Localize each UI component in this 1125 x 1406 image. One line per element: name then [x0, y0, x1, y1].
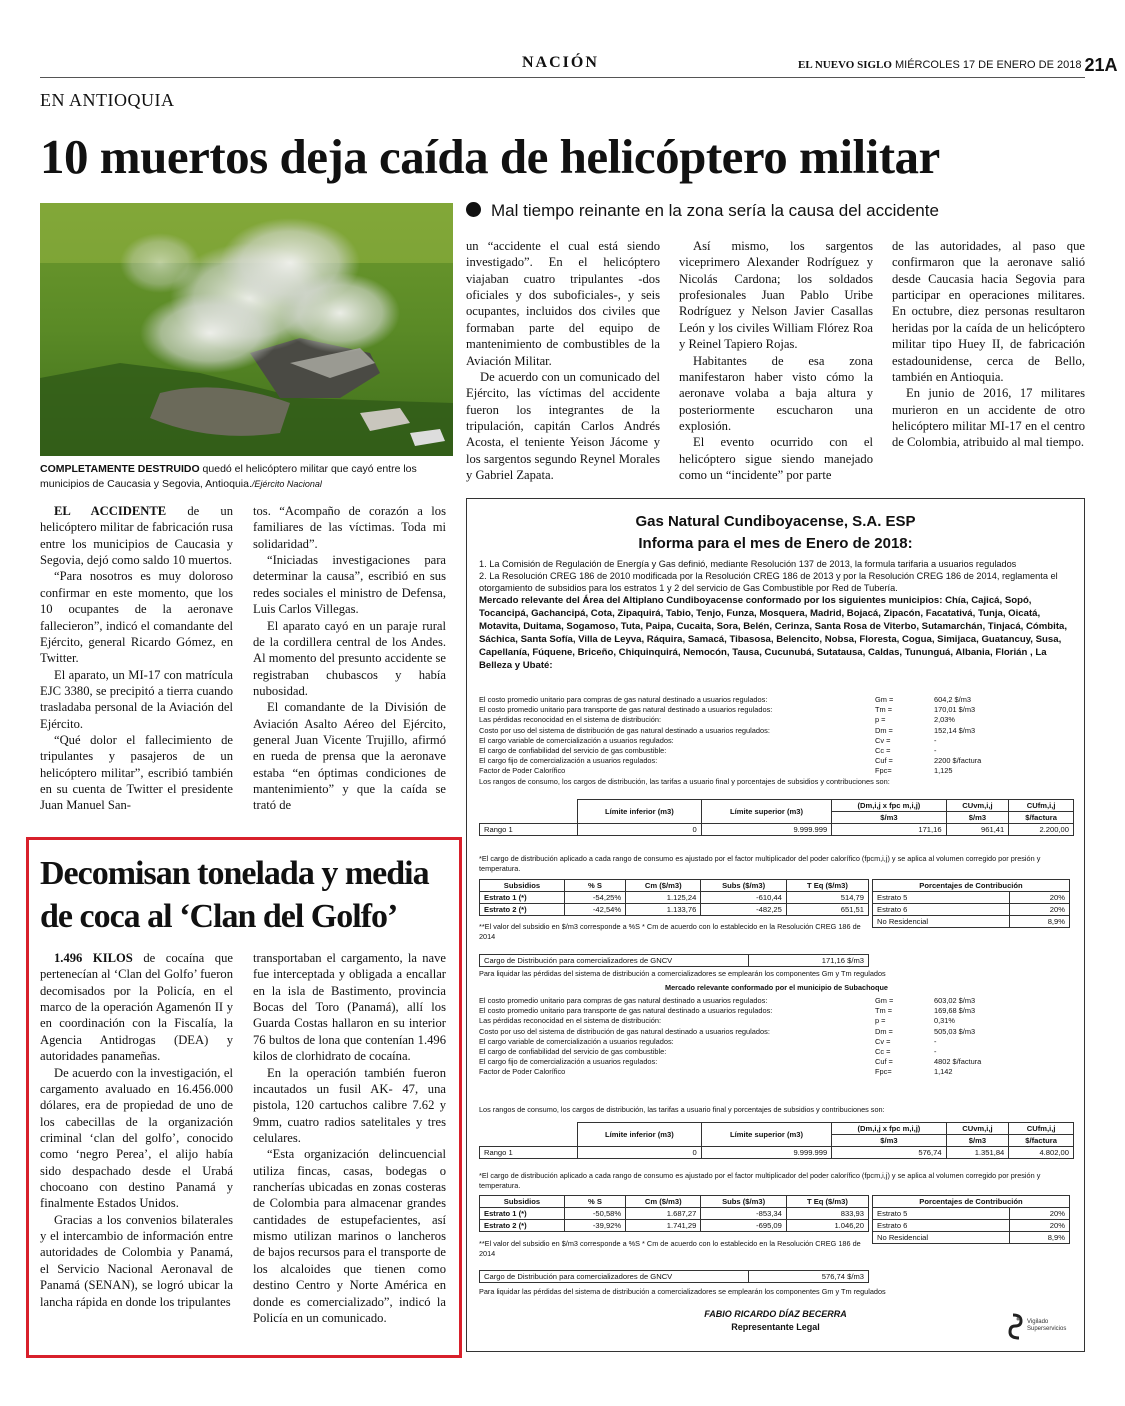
table-cell: 0 [578, 824, 702, 836]
table-cell [480, 1123, 578, 1147]
param-row [479, 715, 1074, 725]
notice-point-1: 1. La Comisión de Regulación de Energía y Gas definió, mediante Resolución 137 de 2013, la formula tarifaria a usuarios regulados [479, 559, 1017, 569]
table-cell: -853,34 [701, 1208, 787, 1220]
param-value: 505,03 $/m3 [934, 1026, 976, 1036]
market2-params [479, 996, 1074, 1078]
param-value: 170,01 $/m3 [934, 705, 976, 715]
paragraph: Gracias a los convenios bilaterales y el intercambio de información entre autoridades de Colombia y Panamá, el Servicio Nacional Aeronaval de Panamá (SENAN), se logró ubicar la lancha rápida en donde los tripulantes [40, 1212, 233, 1309]
market2-subsidy-table [479, 1195, 869, 1232]
caption-text: quedó el helicóptero militar que cayó entre los municipios de Caucasia y Segovia, Antioquia. [40, 463, 417, 491]
param-symbol: p = [875, 1016, 886, 1026]
table-row [480, 800, 1074, 812]
table-header: Límite inferior (m3) [578, 800, 702, 824]
param-symbol: Cv = [875, 1036, 891, 1046]
table-header: Subs ($/m3) [701, 1196, 787, 1208]
gas-tariff-notice [466, 498, 1085, 1352]
param-row [479, 766, 1074, 776]
table-header: Límite inferior (m3) [578, 1123, 702, 1147]
notice-point-2: 2. La Resolución CREG 186 de 2010 modificada por la Resolución CREG 186 de 2013 y por la Resolución CREG 186 de 2014, reglamenta el otorgamiento de subsidios para los estratos 1 y 2 del servicio de Gas Combustible por Red de Tubería. [479, 571, 1058, 593]
market1-range-table [479, 799, 1074, 836]
table-cell: -42,54% [564, 904, 625, 916]
paragraph: “Para nosotros es muy doloroso confirmar en este momento, que los 10 ocupantes de la aeronave fallecieron”, indicó el comandante del Ejército, general Ricardo Gómez, en Twitter. [40, 569, 233, 666]
table-cell: No Residencial [873, 916, 1010, 928]
story-kicker: EN ANTIOQUIA [40, 90, 175, 110]
issue-date: MIÉRCOLES 17 DE ENERO DE 2018 [894, 59, 1082, 71]
paragraph: de las autoridades, al paso que confirmaron que la aeronave salió desde Caucasia hacia Segovia para participar en operaciones militares. En octubre, diez personas resultaron heridas por la caída de un helicóptero militar tipo Huey II, de fabricación estadounidense, cerca de Bello, también en Antioquia. [892, 239, 1085, 384]
paper-name: EL NUEVO SIGLO [798, 59, 892, 71]
story1-column-5 [892, 238, 1085, 451]
param-row [479, 1047, 1074, 1057]
param-value: - [934, 1046, 937, 1056]
table-cell: 1.046,20 [786, 1220, 868, 1232]
table-header: $/factura [1009, 1135, 1074, 1147]
table-header: Porcentajes de Contribución [873, 880, 1070, 892]
param-label: El costo promedio unitario para compras de gas natural destinado a usuarios regulados: [479, 695, 768, 704]
param-label: El cargo variable de comercialización a usuarios regulados: [479, 1036, 674, 1046]
table-header: % S [564, 1196, 625, 1208]
subsidy-note: **El valor del subsidio en $/m3 corresponde a %S * Cm de acuerdo con lo establecido en la Resolución CREG 186 de 2014 [479, 922, 861, 941]
paragraph: “Esta organización delincuencial utiliza fincas, casas, bodegas o rancherías ubicadas en zonas costeras de Colombia para almacenar grandes cantidades de estupefacientes, así mismo utilizan marinos o lancheros de bajos recursos para el transporte de los alcaloides que tienen como destino Centro y Norte América en donde es comercializado”, indicó la Policía en un comunicado. [253, 1147, 446, 1325]
lead-words: 1.496 KILOS [54, 951, 133, 965]
table-cell: 961,41 [946, 824, 1009, 836]
distribution-note: *El cargo de distribución aplicado a cada rango de consumo es ajustado por el factor multiplicador del poder calorífico (fpcm,i,j) y se aplica al volumen corregido por presión y temperatura. [479, 854, 1041, 873]
param-row [479, 1006, 1074, 1016]
paragraph: De acuerdo con un comunicado del Ejército, las víctimas del accidente fueron los integrantes de la tripulación, capitán Carlos Andrés Acosta, el teniente Yeison Jácome y los sargentos segundo Reynel Morales y Gabriel Zapata. [466, 369, 660, 483]
table-cell: 1.133,76 [626, 904, 701, 916]
table-cell: 576,74 [832, 1147, 946, 1159]
story2-column-2 [253, 950, 446, 1326]
table-cell: No Residencial [873, 1232, 1010, 1244]
param-label: Costo por uso del sistema de distribución de gas natural destinado a usuarios regulados: [479, 725, 770, 735]
table-header: T Eq ($/m3) [786, 880, 868, 892]
header-rule [40, 77, 1085, 78]
table-row [480, 1123, 1074, 1135]
subhead-text: Mal tiempo reinante en la zona sería la causa del accidente [491, 201, 939, 220]
page-info [798, 55, 1118, 76]
table-cell: 20% [1009, 1208, 1069, 1220]
table-header: Cm ($/m3) [626, 880, 701, 892]
param-label: El cargo fijo de comercialización a usuarios regulados: [479, 756, 658, 766]
paragraph: tos. “Acompaño de corazón a los familiares de las víctimas. Toda mi solidaridad”. [253, 504, 446, 551]
market2-range-table [479, 1122, 1074, 1159]
param-row [479, 1027, 1074, 1037]
notice-company: Gas Natural Cundiboyacense, S.A. ESP [635, 513, 916, 530]
param-label: Las pérdidas reconocidad en el sistema de distribución: [479, 715, 661, 725]
table-row [480, 1147, 1074, 1159]
table-header: CUfm,i,j [1009, 1123, 1074, 1135]
superservicios-logo [1007, 1311, 1077, 1341]
paragraph: Habitantes de esa zona manifestaron haber visto cómo la aeronave volaba a baja altura y posteriormente escucharon una explosión. [679, 353, 873, 433]
signatory-role: Representante Legal [731, 1322, 820, 1332]
table-cell: Estrato 6 [873, 904, 1010, 916]
table-cell: 9.999.999 [701, 1147, 831, 1159]
table-row [480, 1196, 869, 1208]
paragraph [40, 950, 233, 1065]
table-cell: 1.351,84 [946, 1147, 1009, 1159]
table-cell: Estrato 6 [873, 1220, 1010, 1232]
ranges-text: Los rangos de consumo, los cargos de distribución, las tarifas a usuario final y porcentajes de subsidios y contribuciones son: [479, 776, 890, 786]
table-header: $/m3 [946, 1135, 1009, 1147]
section-name: NACIÓN [522, 54, 599, 71]
market1-gncv-table [479, 954, 869, 967]
table-row [480, 880, 869, 892]
table-cell: 833,93 [786, 1208, 868, 1220]
table-header: $/factura [1009, 812, 1074, 824]
paragraph: El aparato, un MI-17 con matrícula EJC 3380, se precipitó a tierra cuando trasladaba personal de la Aviación del Ejército. [40, 667, 233, 731]
param-label: El cargo fijo de comercialización a usuarios regulados: [479, 1057, 658, 1067]
table-header: Límite superior (m3) [701, 800, 831, 824]
table-cell: 1.741,29 [626, 1220, 701, 1232]
table-cell: 4.802,00 [1009, 1147, 1074, 1159]
paragraph: Así mismo, los sargentos viceprimero Alexander Rodríguez y Nicolás Cardona; los soldados profesionales Juan Pablo Uribe Rodríguez y Nelson Javier Casallas León y los civiles William Flórez Roa y Reinel Tapiero Rojas. [679, 239, 873, 352]
paragraph: En la operación también fueron incautados un fusil AK- 47, una pistola, 120 cartuchos calibre 7.62 y 9mm, cuatro radios satelitales y tres celulares. [253, 1065, 446, 1145]
notice-title: Informa para el mes de Enero de 2018: [638, 535, 913, 552]
table-cell: -695,09 [701, 1220, 787, 1232]
table-row [873, 1208, 1070, 1220]
story1-column-2 [253, 503, 446, 814]
table-cell: 1.687,27 [626, 1208, 701, 1220]
crash-photo [40, 203, 453, 456]
table-cell: 2.200,00 [1009, 824, 1074, 836]
param-label: El costo promedio unitario para transporte de gas natural destinado a usuarios regulados: [479, 1006, 773, 1016]
table-row [480, 1220, 869, 1232]
table-cell: 651,51 [786, 904, 868, 916]
param-row [479, 695, 1074, 705]
table-cell: 0 [578, 1147, 702, 1159]
table-cell: Estrato 5 [873, 892, 1010, 904]
market2-title: Mercado relevante conformado por el municipio de Subachoque [664, 983, 888, 992]
param-label: Las pérdidas reconocidad en el sistema de distribución: [479, 1016, 661, 1026]
table-header: % S [564, 880, 625, 892]
table-row [873, 1196, 1070, 1208]
param-row [479, 746, 1074, 756]
loss-note: Para liquidar las pérdidas del sistema de distribución a comercializadores se emplearán los componentes Gm y Tm regulados [479, 1287, 886, 1296]
paragraph: El aparato cayó en un paraje rural de la cordillera central de los Andes. Al momento del presunto accidente se registraban chubascos y había nubosidad. [253, 618, 446, 698]
param-row [479, 705, 1074, 715]
lead-words: EL ACCIDENTE [54, 504, 167, 518]
param-row [479, 726, 1074, 736]
table-cell: Cargo de Distribución para comercializadores de GNCV [480, 955, 749, 967]
paragraph: En junio de 2016, 17 militares murieron en un accidente de otro helicóptero militar MI-17 en el centro de Colombia, atribuido al mal tiempo. [892, 386, 1085, 450]
table-cell: -54,25% [564, 892, 625, 904]
paragraph: De acuerdo con la investigación, el cargamento avaluado en 16.456.000 dólares, era de propiedad de uno de los cabecillas de la organización criminal ‘clan del golfo’, conocido como ‘negro Perea’, el alijo había sido despachado desde el Urabá chocoano con destino Panamá y finalmente Estados Unidos. [40, 1065, 233, 1211]
param-row [479, 1057, 1074, 1067]
param-value: 1,125 [934, 766, 953, 776]
table-cell: 20% [1009, 892, 1069, 904]
table-cell: -50,58% [564, 1208, 625, 1220]
param-symbol: Cv = [875, 735, 891, 745]
subsidy-note: **El valor del subsidio en $/m3 corresponde a %S * Cm de acuerdo con lo establecido en la Resolución CREG 186 de 2014 [479, 1239, 861, 1258]
table-cell: 9.999.999 [701, 824, 831, 836]
paragraph: “Qué dolor el fallecimiento de tripulantes y pasajeros de un helicóptero militar”, escribió también en su cuenta de Twitter el presidente Juan Manuel San- [40, 733, 233, 813]
page-number: 21A [1084, 55, 1118, 75]
param-label: Factor de Poder Calorífico [479, 1067, 566, 1077]
param-value: 152,14 $/m3 [934, 725, 976, 735]
param-symbol: Fpc= [875, 766, 892, 776]
param-label: El costo promedio unitario para transporte de gas natural destinado a usuarios regulados: [479, 705, 773, 715]
caption-lead: COMPLETAMENTE DESTRUIDO [40, 463, 200, 475]
table-row [873, 880, 1070, 892]
market1-contribution-table [872, 879, 1070, 928]
table-cell [480, 800, 578, 824]
param-value: 603,02 $/m3 [934, 996, 976, 1005]
table-cell: Cargo de Distribución para comercializadores de GNCV [480, 1271, 749, 1283]
logo-text: Vigilado Superservicios [1027, 1319, 1067, 1332]
market2-contribution-table [872, 1195, 1070, 1244]
table-row [480, 1271, 869, 1283]
param-label: El cargo variable de comercialización a usuarios regulados: [479, 735, 674, 745]
param-value: 2200 $/factura [934, 756, 982, 766]
table-cell: 20% [1009, 1220, 1069, 1232]
table-header: (Dm,i,j x fpc m,i,j) [832, 800, 946, 812]
photo-caption [40, 462, 453, 492]
table-row [480, 892, 869, 904]
signatory-name: FABIO RICARDO DÍAZ BECERRA [704, 1309, 847, 1319]
param-label: El costo promedio unitario para compras de gas natural destinado a usuarios regulados: [479, 996, 768, 1005]
param-row [479, 1067, 1074, 1077]
param-value: - [934, 745, 937, 755]
market-municipalities: Mercado relevante del Área del Altiplano Cundiboyacense conformado por los siguientes municipios: Chía, Cajicá, Sopó, Tocancipá, Gachancipá, Cota, Zipaquirá, Tabio, Tenjo, Funza, Mosquera, Madrid, Bojacá, Zipacón, Facatativá, Tunja, Oicatá, Motavita, Duitama, Sogamoso, Tuta, Paipa, Cucaita, Sora, Belén, Cerinza, Santa Rosa de Viterbo, Sutamarchán, Tinjacá, Cómbita, Sáchica, Santa Sofía, Villa de Leyva, Ráquira, Samacá, Tibasosa, Belencito, Nobsa, Floresta, Cogua, Simijaca, Guatancuy, Susa, Capellanía, Fúquene, Briceño, Chiquinquirá, Nemocón, Tausa, Cucunubá, Sutatausa, Caldas, Tununguá, Albania, Florián , La Belleza y Ubaté: [479, 595, 1068, 671]
param-symbol: Cc = [875, 1046, 891, 1056]
table-row [873, 1220, 1070, 1232]
table-cell: 514,79 [786, 892, 868, 904]
table-header: CUvm,i,j [946, 1123, 1009, 1135]
table-cell: Estrato 1 (*) [480, 892, 565, 904]
param-row [479, 996, 1074, 1006]
paragraph [40, 503, 233, 568]
table-cell: Rango 1 [480, 824, 578, 836]
table-cell: Estrato 1 (*) [480, 1208, 565, 1220]
story2-column-1 [40, 950, 233, 1310]
param-value: 604,2 $/m3 [934, 695, 971, 704]
param-symbol: Cc = [875, 745, 891, 755]
paragraph: transportaban el cargamento, la nave fue interceptada y obligada a encallar en la isla de Bastimento, provincia Bocas del Toro (Panamá), allí los Guarda Costas hallaron en su interior 76 bultos de lona que contenían 1.496 kilos de clorhidrato de cocaína. [253, 951, 446, 1064]
market1-params [479, 695, 1074, 787]
table-row [873, 1232, 1070, 1244]
table-header: Subsidios [480, 880, 565, 892]
param-symbol: Fpc= [875, 1067, 892, 1077]
story-headline: 10 muertos deja caída de helicóptero militar [40, 129, 940, 184]
param-symbol: Gm = [875, 996, 894, 1005]
param-symbol: Gm = [875, 695, 894, 704]
story2-headline: Decomisan tonelada y media de coca al ‘Clan del Golfo’ [40, 855, 429, 936]
param-label: El cargo de confiabilidad del servicio de gas combustible: [479, 1046, 667, 1056]
param-row [479, 756, 1074, 766]
story1-column-1 [40, 503, 233, 814]
table-cell: Estrato 2 (*) [480, 1220, 565, 1232]
ranges-text: Los rangos de consumo, los cargos de distribución, las tarifas a usuario final y porcentajes de subsidios y contribuciones son: [479, 1105, 885, 1114]
table-cell: Estrato 2 (*) [480, 904, 565, 916]
paragraph: “Iniciadas investigaciones para determinar la causa”, escribió en sus redes sociales el ministro de Defensa, Luis Carlos Villegas. [253, 553, 446, 617]
distribution-note: *El cargo de distribución aplicado a cada rango de consumo es ajustado por el factor multiplicador del poder calorífico (fpcm,i,j) y se aplica al volumen corregido por presión y temperatura. [479, 1171, 1041, 1190]
table-header: (Dm,i,j x fpc m,i,j) [832, 1123, 946, 1135]
param-row [479, 736, 1074, 746]
table-header: $/m3 [832, 1135, 946, 1147]
table-cell: 20% [1009, 904, 1069, 916]
param-value: 4802 $/factura [934, 1057, 982, 1067]
story1-column-3 [466, 238, 660, 483]
param-value: 1,142 [934, 1067, 953, 1077]
param-label: Costo por uso del sistema de distribución de gas natural destinado a usuarios regulados: [479, 1026, 770, 1036]
param-row [479, 1037, 1074, 1047]
table-row [873, 904, 1070, 916]
param-value: 0,31% [934, 1016, 955, 1026]
caption-credit: /Ejército Nacional [251, 479, 322, 490]
table-header: Límite superior (m3) [701, 1123, 831, 1147]
table-header: Subsidios [480, 1196, 565, 1208]
loss-note: Para liquidar las pérdidas del sistema de distribución a comercializadores se emplearán los componentes Gm y Tm regulados [479, 969, 886, 978]
table-header: Porcentajes de Contribución [873, 1196, 1070, 1208]
paragraph: un “accidente el cual está siendo investigado”. En el helicóptero viajaban cuatro tripulantes -dos oficiales y dos suboficiales-, y seis ocupantes, incluidos dos civiles que formaban parte del equipo de mantenimiento de combustibles de la Aviación Militar. [466, 239, 660, 368]
table-cell: 8,9% [1009, 1232, 1069, 1244]
table-header: CUfm,i,j [1009, 800, 1074, 812]
paragraph-text: de cocaína que pertenecían al ‘Clan del Golfo’ fueron decomisados por la Policía, en el marco de la operación Agamenón II y en coordinación con la Fiscalía, la Agencia Antidrogas (DEA) y autoridades panameñas. [40, 951, 233, 1064]
market1-subsidy-table [479, 879, 869, 916]
table-row [480, 1208, 869, 1220]
table-cell: -39,92% [564, 1220, 625, 1232]
table-header: T Eq ($/m3) [786, 1196, 868, 1208]
table-header: CUvm,i,j [946, 800, 1009, 812]
market2-gncv-table [479, 1270, 869, 1283]
param-value: - [934, 1036, 937, 1046]
table-row [480, 955, 869, 967]
story-subhead [466, 201, 939, 221]
paragraph: El comandante de la División de Aviación Asalto Aéreo del Ejército, general Juan Vicente Trujillo, afirmó en rueda de prensa que la aeronave estaba “en óptimas condiciones de mantenimiento” y que la caída se trató de [253, 700, 446, 813]
table-row [480, 904, 869, 916]
bullet-icon [466, 202, 481, 217]
param-symbol: Tm = [875, 705, 893, 715]
param-symbol: Cuf = [875, 1057, 893, 1067]
table-cell: Rango 1 [480, 1147, 578, 1159]
paragraph: El evento ocurrido con el helicóptero sigue siendo manejado como un “incidente” por parte [679, 435, 873, 483]
table-cell: -610,44 [701, 892, 787, 904]
param-symbol: Dm = [875, 725, 893, 735]
story1-column-4 [679, 238, 873, 483]
table-row [873, 916, 1070, 928]
param-symbol: Tm = [875, 1006, 893, 1016]
paragraph-text: de un helicóptero militar de fabricación rusa entre los municipios de Caucasia y Segovia, dejó como saldo 10 muertos. [40, 504, 234, 568]
table-header: Cm ($/m3) [626, 1196, 701, 1208]
table-header: Subs ($/m3) [701, 880, 787, 892]
param-symbol: Dm = [875, 1026, 893, 1036]
table-cell: 171,16 $/m3 [749, 955, 869, 967]
table-cell: 8,9% [1009, 916, 1069, 928]
table-cell: 1.125,24 [626, 892, 701, 904]
table-cell: 576,74 $/m3 [749, 1271, 869, 1283]
param-symbol: p = [875, 715, 886, 725]
param-value: 2,03% [934, 715, 955, 725]
param-symbol: Cuf = [875, 756, 893, 766]
param-label: El cargo de confiabilidad del servicio de gas combustible: [479, 745, 667, 755]
param-row [479, 1016, 1074, 1026]
param-value: 169,68 $/m3 [934, 1006, 976, 1016]
param-value: - [934, 735, 937, 745]
table-cell: Estrato 5 [873, 1208, 1010, 1220]
table-cell: 171,16 [832, 824, 946, 836]
table-header: $/m3 [946, 812, 1009, 824]
table-row [873, 892, 1070, 904]
table-cell: -482,25 [701, 904, 787, 916]
param-label: Factor de Poder Calorífico [479, 766, 566, 776]
table-header: $/m3 [832, 812, 946, 824]
table-row [480, 824, 1074, 836]
